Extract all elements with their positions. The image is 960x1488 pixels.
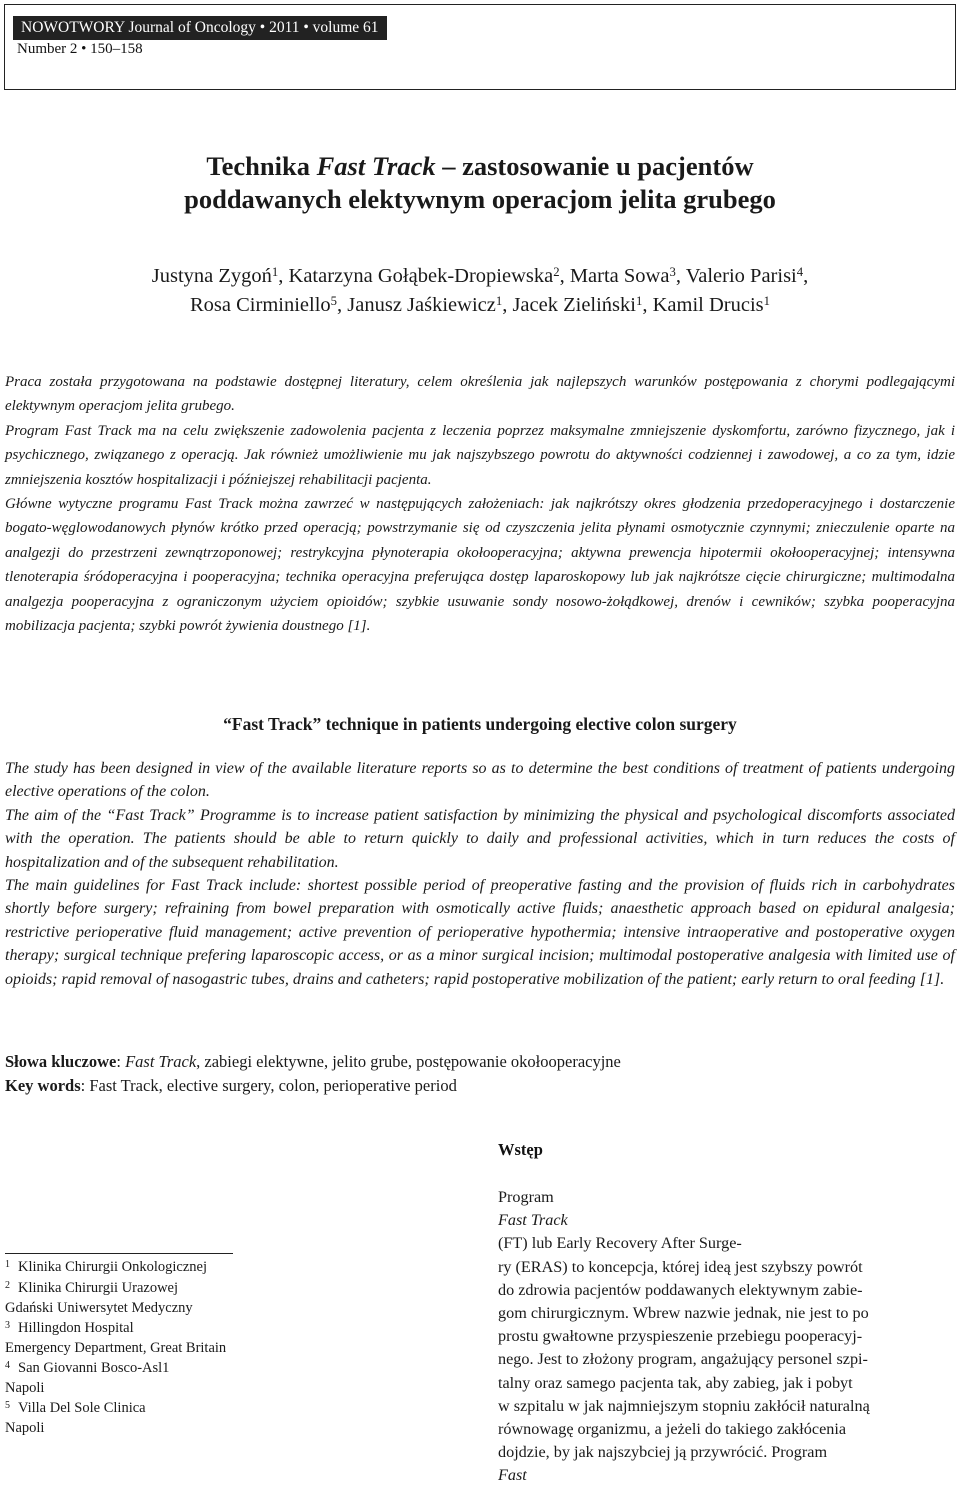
keywords-english: Key words: Fast Track, elective surgery, colon, perioperative period: [5, 1075, 457, 1095]
author-separator: ,: [803, 265, 809, 287]
footnote-text: Napoli: [5, 1380, 45, 1396]
intro-line: [498, 1441, 954, 1487]
footnote-number: 3: [5, 1319, 10, 1331]
intro-line1-start: Program: [498, 1188, 554, 1206]
english-title: “Fast Track” technique in patients undergoing elective colon surgery: [223, 714, 737, 734]
keywords-pl-label: Słowa kluczowe: [5, 1052, 117, 1071]
keywords-pl-text: , zabiegi elektywne, jelito grube, postępowanie okołooperacyjne: [196, 1052, 621, 1071]
intro-line: nego. Jest to złożony program, angażujący personel szpi-: [498, 1350, 868, 1369]
keywords-en-text: Fast Track, elective surgery, colon, perioperative period: [89, 1075, 457, 1095]
abstract-paragraph: Program Fast Track ma na celu zwiększenie zadowolenia pacjenta z leczenia poprzez maksymalne zmniejszenie dyskomfortu, zarówno fizycznego, jak i psychicznego, związanego z operacją. Jak również umożliwienie mu jak najszybszego powrotu do aktywności codziennej i zawodowej, a co za tym, idzie zmniejszenia kosztów hospitalizacji i późniejszej rehabilitacji pacjenta.: [5, 422, 955, 488]
author-affiliation: 2: [553, 265, 560, 280]
title-fast-track: Fast Track: [316, 151, 436, 181]
abstract-english: [5, 757, 955, 991]
article-title: [0, 150, 960, 216]
author-affiliation: 1: [495, 294, 503, 309]
abstract-paragraph: Praca została przygotowana na podstawie dostępnej literatury, celem określenia jak najlepszych warunków postępowania z chorymi podlegającymi elektywnym operacjom jelita grubego.: [5, 374, 955, 415]
author-name: Rosa Cirminiello: [190, 294, 331, 316]
footnote: [5, 1379, 226, 1399]
author-affiliation: 3: [669, 265, 676, 280]
footnote-text: Emergency Department, Great Britain: [5, 1340, 227, 1356]
footnote: [5, 1359, 226, 1380]
author-name: Valerio Parisi: [685, 265, 797, 287]
footnote-number: 1: [5, 1259, 10, 1270]
footnote: [5, 1339, 226, 1359]
title-line1-start: Technika: [206, 151, 317, 181]
footnote-text: Hillingdon Hospital: [18, 1319, 134, 1336]
footnote-text: San Giovanni Bosco-Asl1: [18, 1359, 170, 1376]
intro-fast-track: Fast Track: [498, 1211, 568, 1230]
intro-last-start: dojdzie, by jak najszybciej ją przywrócić. Program: [498, 1443, 828, 1462]
author-separator: ,: [502, 294, 513, 316]
footnote: [5, 1279, 226, 1300]
author-affiliation: 4: [796, 265, 804, 280]
author-separator: ,: [642, 294, 653, 316]
abstract-paragraph: The study has been designed in view of the available literature reports so as to determine the best conditions of treatment of patients undergoing elective operations of the colon.: [5, 760, 955, 801]
keywords-pl-italic: Fast Track: [125, 1052, 197, 1071]
intro-line: gom chirurgicznym. Wbrew nazwie jednak, nie jest to po: [498, 1304, 869, 1323]
footnotes: [5, 1258, 226, 1439]
journal-name: NOWOTWORY Journal of Oncology • 2011 • volume 61: [13, 16, 387, 40]
footnote-text: Klinika Chirurgii Onkologicznej: [18, 1259, 208, 1275]
intro-line: [498, 1186, 954, 1256]
author-affiliation: 1: [271, 265, 279, 280]
footnote-text: Gdański Uniwersytet Medyczny: [5, 1300, 193, 1316]
footnote: [5, 1258, 226, 1279]
intro-line: talny oraz samego pacjenta tak, aby zabieg, jak i pobyt: [498, 1373, 853, 1392]
author-separator: ,: [675, 265, 686, 287]
abstract-paragraph: The main guidelines for Fast Track include: shortest possible period of preoperative fasting and the provision of fluids rich in carbohydrates shortly before surgery; refraining from bowel preparation with osmotically active fluids; anaesthetic approach based on epidural analgesia; restrictive perioperative fluid management; active prevention of perioperative hypothermia; intensive intraoperative and postoperative oxygen therapy; surgical technique prefering laparoscopic access, or as a minor surgical incision; multimodal postoperative analgesia with limited use of opioids; rapid removal of nasogastric tubes, drains and catheters; rapid postoperative mobilization of the patient; early return to oral feeding [1].: [5, 877, 955, 988]
footnote-text: Napoli: [5, 1420, 45, 1436]
section-heading-intro: Wstęp: [498, 1140, 543, 1159]
keywords: [5, 1050, 621, 1097]
footnote: [5, 1319, 226, 1340]
keywords-en-label: Key words: [5, 1075, 81, 1095]
intro-line: ry (ERAS) to koncepcja, której ideą jest szybszy powrót: [498, 1257, 863, 1276]
author-name: Jacek Zieliński: [512, 294, 636, 316]
author-name: Justyna Zygoń: [151, 265, 272, 287]
intro-line: równowagę organizmu, a jeżeli do takiego zakłócenia: [498, 1420, 847, 1439]
intro-last-italic: Fast: [498, 1466, 527, 1485]
keywords-polish: Słowa kluczowe: Fast Track, zabiegi elektywne, jelito grube, postępowanie okołooperacyjne: [5, 1052, 621, 1071]
footnote-text: Klinika Chirurgii Urazowej: [18, 1279, 179, 1296]
footnote: [5, 1299, 226, 1319]
author-separator: ,: [278, 265, 289, 287]
author-affiliation: 5: [330, 294, 338, 309]
title-line1-end: – zastosowanie u pacjentów: [435, 151, 754, 181]
footnote-number: 5: [5, 1399, 10, 1411]
author-list: [0, 262, 960, 320]
intro-text: [498, 1186, 954, 1488]
footnote-number: 4: [5, 1359, 10, 1371]
author-affiliation: 1: [763, 294, 770, 309]
intro-line: do zdrowia pacjentów poddawanych elektywnym zabie-: [498, 1280, 863, 1299]
author-name: Janusz Jaśkiewicz: [347, 294, 496, 316]
footnote-number: 2: [5, 1279, 10, 1291]
intro-line: prostu gwałtowne przyspieszenie przebiegu pooperacyj-: [498, 1327, 863, 1346]
abstract-polish: [5, 370, 955, 638]
footnote-text: Villa Del Sole Clinica: [18, 1399, 146, 1416]
abstract-paragraph: Główne wytyczne programu Fast Track można zawrzeć w następujących założeniach: jak najkrótszy okres głodzenia przedoperacyjnego i dostarczenie bogato-węglowodanowych płynów krótko przed operacją; powstrzymanie się od czyszczenia jelita płynami osmotycznie czynnymi; znieczulenie oparte na analgezji do przestrzeni zewnątrzoponowej; restrykcyjna płynoterapia okołooperacyjna; aktywna prewencja hipotermii okołooperacyjnej; intensywna tlenoterapia śródoperacyjna i pooperacyjna; technika operacyjna preferująca dostęp laparoskopowy lub jak najkrótsze cięcie chirurgiczne; multimodalna analgezja pooperacyjna z ograniczonym użyciem opioidów; szybkie usuwanie sondy nosowo-żołądkowej, drenów i cewników; szybka pooperacyjna mobilizacja pacjenta; szybki powrót żywienia doustnego [1].: [5, 496, 955, 635]
author-name: Kamil Drucis: [652, 294, 764, 316]
intro-line: w szpitalu w jak najmniejszym stopniu zakłócił naturalną: [498, 1396, 870, 1415]
author-affiliation: 1: [635, 294, 643, 309]
author-separator: ,: [559, 265, 570, 287]
author-name: Marta Sowa: [569, 265, 670, 287]
intro-line1-end: (FT) lub Early Recovery After Surge-: [498, 1234, 742, 1253]
footnote: [5, 1399, 226, 1420]
footnote-divider: [5, 1253, 233, 1254]
header-frame: [4, 4, 956, 90]
author-name: Katarzyna Gołąbek-Dropiewska: [288, 265, 554, 287]
author-separator: ,: [337, 294, 348, 316]
issue-info: Number 2 • 150–158: [17, 41, 143, 57]
title-line2: poddawanych elektywnym operacjom jelita grubego: [184, 184, 776, 214]
abstract-paragraph: The aim of the “Fast Track” Programme is to increase patient satisfaction by minimizing the physical and psychological discomforts associated with the operation. The patients should be able to return quickly to daily and professional activities, which in turn reduces the costs of hospitalization and of the subsequent rehabilitation.: [5, 806, 955, 871]
footnote: [5, 1419, 226, 1439]
